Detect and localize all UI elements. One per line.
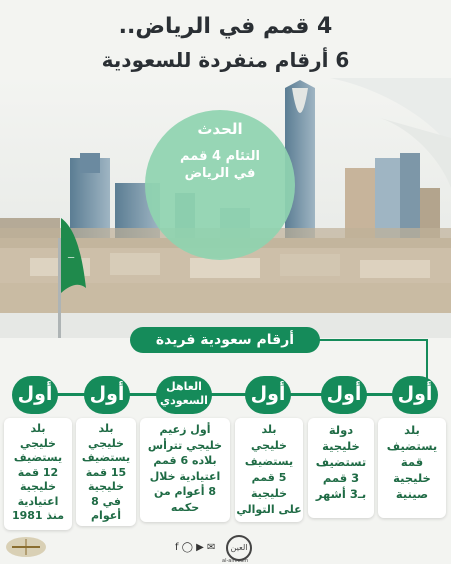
- source-stamp-logo: [4, 535, 48, 559]
- fact-card: بلد خليجي يستضيف 5 قمم خليجية على التوالي: [235, 418, 303, 522]
- badge-first: أول: [392, 376, 438, 414]
- event-title: الحدث: [197, 120, 243, 138]
- fact-card: أول زعيم خليجي تترأس بلاده 6 قمم اعتيادية خلال 8 أعوام من حكمه: [140, 418, 230, 522]
- badge-first: أول: [84, 376, 130, 414]
- fact-card: بلد خليجي يستضيف 12 قمة خليجية اعتيادية منذ 1981: [4, 418, 72, 530]
- fact-card: بلد خليجي يستضيف 15 قمة خليجية في 8 أعوام: [76, 418, 136, 526]
- svg-text:ـــ: ـــ: [68, 252, 75, 260]
- al-ain-logo: العين: [226, 535, 252, 561]
- event-body: التئام 4 قمم في الرياض: [180, 149, 260, 181]
- headline-line-1: 4 قمم في الرياض..: [118, 14, 333, 39]
- fact-card: بلد يستضيف قمة خليجية صينية: [378, 418, 446, 518]
- connector-line: [426, 339, 428, 379]
- logo-caption: al-ain.com: [222, 558, 249, 564]
- headline-line-2: 6 أرقام منفردة للسعودية: [101, 48, 350, 72]
- badge-saudi-monarch: العاهل السعودي: [156, 376, 212, 414]
- fact-card: دولة خليجية تستضيف 3 قمم بـ3 أشهر: [308, 418, 374, 518]
- social-icons: f ◯ ▶ ✉: [175, 542, 216, 553]
- badge-first: أول: [12, 376, 58, 414]
- unique-figures-banner: أرقام سعودية فريدة: [130, 327, 320, 353]
- badge-first: أول: [245, 376, 291, 414]
- connector-line: [318, 339, 428, 341]
- badge-first: أول: [321, 376, 367, 414]
